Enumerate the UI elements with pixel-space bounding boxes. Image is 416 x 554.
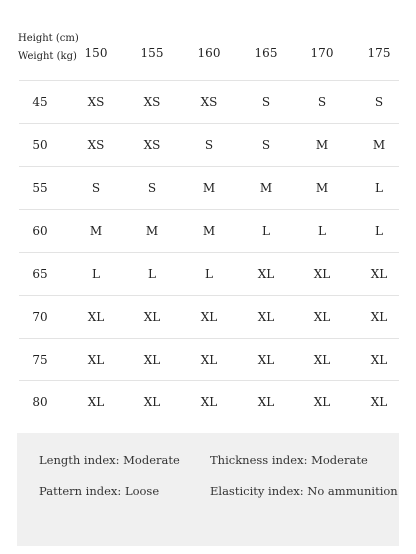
thickness-index: Thickness index: Moderate — [210, 453, 368, 467]
size-cell: XL — [313, 267, 331, 281]
height-header-cell: 175 — [367, 46, 391, 60]
size-cell: L — [148, 267, 156, 281]
size-cell: L — [262, 224, 270, 238]
size-cell: M — [145, 224, 159, 238]
size-cell: XL — [257, 310, 275, 324]
weight-cell: 55 — [32, 181, 48, 195]
size-cell: S — [374, 95, 384, 109]
size-cell: L — [205, 267, 213, 281]
row-divider — [19, 380, 399, 381]
size-cell: S — [261, 138, 271, 152]
size-cell: XL — [370, 267, 388, 281]
size-cell: M — [315, 138, 329, 152]
row-divider — [19, 252, 399, 253]
size-cell: XL — [200, 310, 218, 324]
size-cell: S — [204, 138, 214, 152]
size-cell: L — [92, 267, 100, 281]
size-cell: L — [375, 181, 383, 195]
size-cell: XL — [313, 310, 331, 324]
row-divider — [19, 338, 399, 339]
height-header-cell: 170 — [310, 46, 334, 60]
weight-cell: 45 — [32, 95, 48, 109]
size-cell: S — [147, 181, 157, 195]
size-cell: XL — [313, 353, 331, 367]
row-divider — [19, 209, 399, 210]
size-cell: XL — [200, 395, 218, 409]
row-divider — [19, 166, 399, 167]
size-cell: XL — [370, 353, 388, 367]
size-cell: L — [375, 224, 383, 238]
length-index: Length index: Moderate — [39, 453, 180, 467]
size-cell: XL — [143, 353, 161, 367]
weight-cell: 65 — [32, 267, 48, 281]
height-header-cell: 165 — [254, 46, 278, 60]
height-header-cell: 155 — [140, 46, 164, 60]
height-axis-label: Height (cm) — [18, 33, 79, 44]
size-cell: XL — [143, 395, 161, 409]
height-header-cell: 150 — [84, 46, 108, 60]
size-cell: XL — [257, 395, 275, 409]
weight-cell: 50 — [32, 138, 48, 152]
size-cell: M — [202, 224, 216, 238]
height-header-cell: 160 — [197, 46, 221, 60]
weight-cell: 80 — [32, 395, 48, 409]
size-cell: M — [89, 224, 103, 238]
size-cell: XL — [370, 310, 388, 324]
size-cell: XL — [257, 267, 275, 281]
fabric-info-panel — [17, 433, 399, 546]
size-cell: S — [317, 95, 327, 109]
size-cell: XL — [143, 310, 161, 324]
size-cell: L — [318, 224, 326, 238]
size-cell: M — [202, 181, 216, 195]
size-cell: XL — [200, 353, 218, 367]
size-cell: XS — [143, 138, 161, 152]
size-cell: XS — [87, 138, 105, 152]
size-cell: S — [91, 181, 101, 195]
elasticity-index: Elasticity index: No ammunition — [210, 484, 398, 498]
size-cell: XL — [313, 395, 331, 409]
weight-cell: 75 — [32, 353, 48, 367]
size-cell: XL — [370, 395, 388, 409]
size-cell: XS — [200, 95, 218, 109]
row-divider — [19, 80, 399, 81]
pattern-index: Pattern index: Loose — [39, 484, 160, 498]
weight-cell: 60 — [32, 224, 48, 238]
size-cell: M — [372, 138, 386, 152]
size-cell: XS — [143, 95, 161, 109]
size-cell: XL — [87, 353, 105, 367]
row-divider — [19, 123, 399, 124]
size-cell: XL — [87, 310, 105, 324]
size-cell: XL — [87, 395, 105, 409]
weight-cell: 70 — [32, 310, 48, 324]
row-divider — [19, 295, 399, 296]
size-cell: S — [261, 95, 271, 109]
size-cell: XL — [257, 353, 275, 367]
weight-axis-label: Weight (kg) — [18, 51, 77, 62]
size-cell: M — [259, 181, 273, 195]
size-cell: XS — [87, 95, 105, 109]
size-cell: M — [315, 181, 329, 195]
